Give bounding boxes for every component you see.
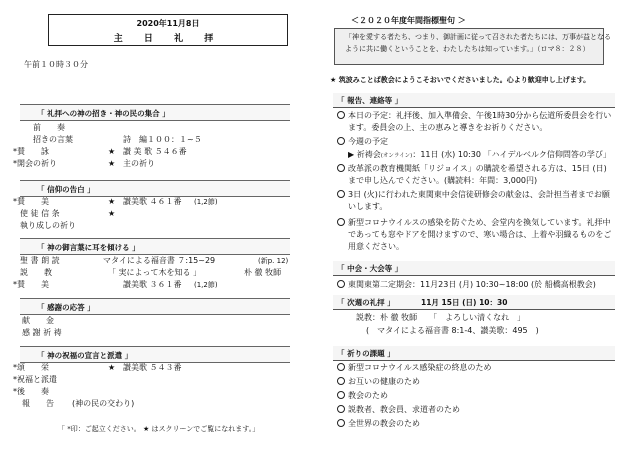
circle-bullet-icon <box>337 137 345 145</box>
item-text: 東関東第二定期会：11月23日 (月) 10:30~18:00 (於 船橋高根教会) <box>348 280 596 289</box>
list-item <box>337 405 460 415</box>
circle-bullet-icon <box>337 405 345 413</box>
order-content: 讃美歌 ３６１番 <box>123 280 182 289</box>
item-text: 3日 (火)に行われた東関東中会信徒研修会の献金は、会計担当者までお願 <box>348 190 610 199</box>
section-blessing <box>20 346 290 363</box>
circle-bullet-icon <box>337 391 345 399</box>
item-text: 教会のため <box>348 391 388 400</box>
order-item: 前 奏 <box>33 123 65 132</box>
section-gathering <box>20 104 290 121</box>
list-item <box>337 190 610 200</box>
star-mark: ★ <box>108 363 116 372</box>
order-item: *開会の祈り <box>13 159 57 168</box>
item-text: 説教者、教会員、求道者のため <box>348 405 460 414</box>
circle-bullet-icon <box>337 190 345 198</box>
item-text: 新型コロナウイルスの感染を防ぐため、会堂内を換気しています。礼拝中 <box>348 218 611 227</box>
order-note: (1,2節) <box>194 198 218 206</box>
list-item <box>337 111 611 121</box>
item-text: お互いの健康のため <box>348 377 420 386</box>
circle-bullet-icon <box>337 164 345 172</box>
section-next-service <box>333 295 615 310</box>
item-text: ▶ 祈祷会 <box>348 150 381 159</box>
section-confession <box>20 180 290 197</box>
list-item <box>337 164 607 174</box>
list-item <box>337 391 388 401</box>
item-text: であっても窓やドアを開けますので、寒い場合は、上着や羽織るものをご <box>348 230 612 239</box>
list-item <box>337 280 596 290</box>
item-text: ：11日 (水) 10:30 「ハイデルベルク信仰問答の学び」 <box>412 150 611 159</box>
order-item: 招きの言葉 <box>33 135 73 144</box>
section-word <box>20 238 290 255</box>
section-prayer <box>333 346 615 361</box>
star-mark: ★ <box>108 159 116 168</box>
welcome-message: ★ 筑波みことば教会にようこそおいでくださいました。心より歓迎申し上げます。 <box>330 76 591 84</box>
order-content: 讃美歌 ５４３番 <box>123 363 182 372</box>
order-item: 感 謝 祈 祷 <box>22 328 62 337</box>
order-item: *賛 詠 <box>13 147 49 156</box>
circle-bullet-icon <box>337 363 345 371</box>
verse-box <box>334 28 611 65</box>
item-text: 本日の予定：礼拝後、加入準備会、午後1時30分から伝道所委員会を行い <box>348 111 612 120</box>
order-content: 讃 美 歌 ５４６番 <box>123 147 187 156</box>
item-text: まで申し込んでください。(購読料：年間：3,000円) <box>348 176 538 185</box>
sermon-title: 「 実によって木を知る 」 <box>108 268 202 277</box>
section-title: 「 報告、連絡等 」 <box>337 96 403 105</box>
section-response <box>20 298 290 315</box>
verse-title: ＜２０２０年度年間指標聖句 ＞ <box>351 16 466 25</box>
circle-bullet-icon <box>337 111 345 119</box>
star-mark: ★ <box>108 147 116 156</box>
circle-bullet-icon <box>337 377 345 385</box>
footnote: 「 *印：ご起立ください。 ★ はスクリーンでご覧になれます。」 <box>58 425 260 433</box>
list-item <box>337 377 420 387</box>
date-title-box <box>48 14 288 46</box>
section-meetings <box>333 261 615 276</box>
section-title: 「 神の祝福の宣言と派遣 」 <box>37 351 133 360</box>
section-title: 「 信仰の告白 」 <box>37 185 95 194</box>
item-text: ます。委員会の上、主の恵みと導きをお祈りください。 <box>348 123 548 132</box>
order-item: *賛 美 <box>13 280 49 289</box>
verse-line: 「神を愛する者たち、つまり、御計画に従って召された者たちには、万事が益となる <box>345 33 611 41</box>
section-title: 「 感謝の応答 」 <box>37 303 95 312</box>
order-item: 使 徒 信 条 <box>20 209 60 218</box>
verse-line: ように共に働くということを、わたしたちは知っています。」（ロマ８：２８） <box>345 45 590 53</box>
next-service-date: 11月 15日 (日) 10：30 <box>421 298 508 307</box>
order-content: (神の民の交わり) <box>72 399 135 408</box>
order-content: マタイによる福音書 ７:15~29 <box>103 256 216 265</box>
order-item: *賛 美 <box>13 197 49 206</box>
service-date: 2020年11月8日 <box>136 19 200 28</box>
order-item: 聖 書 朗 読 <box>20 256 60 265</box>
order-content: 詩 編１００：１~５ <box>123 135 202 144</box>
preacher-name: 朴 徹 牧師 <box>244 268 282 277</box>
service-time: 午前１０時３０分 <box>24 60 88 69</box>
section-title: 「 礼拝への神の招き・神の民の集合 」 <box>37 109 170 118</box>
prayer-meeting-line <box>348 150 611 161</box>
order-item: 説 教 <box>20 268 52 277</box>
item-text: 全世界の教会のため <box>348 419 420 428</box>
star-mark: ★ <box>108 209 116 218</box>
next-scripture: ( マタイによる福音書 8:1-4、讃美歌：495 ) <box>366 326 539 335</box>
order-item: 執り成しの祈り <box>20 221 76 230</box>
section-title: 「 中会・大会等 」 <box>337 264 403 273</box>
circle-bullet-icon <box>337 218 345 226</box>
order-note: (1,2節) <box>194 281 218 289</box>
item-text: 新型コロナウイルス感染症の終息のため <box>348 363 492 372</box>
star-mark: ★ <box>108 197 116 206</box>
list-item <box>337 419 420 429</box>
list-item <box>337 137 388 147</box>
order-content: 讃美歌 ４６１番 <box>123 197 182 206</box>
section-title: 「 祈りの課題 」 <box>337 349 395 358</box>
item-text: いします。 <box>348 202 388 211</box>
online-note: (オンライン) <box>380 153 413 159</box>
list-item <box>337 218 611 228</box>
circle-bullet-icon <box>337 419 345 427</box>
section-title: 「 次週の礼拝 」 <box>337 298 395 307</box>
order-item: *頌 栄 <box>13 363 49 372</box>
service-title: 主 日 礼 拝 <box>113 34 223 44</box>
section-title: 「 神の御言葉に耳を傾ける 」 <box>37 243 140 252</box>
next-sermon: 説教：朴 徹 牧師 「 よろしい清くなれ 」 <box>356 313 526 322</box>
order-item: 報 告 <box>22 399 54 408</box>
item-text: 今週の予定 <box>348 137 388 146</box>
order-note: (新p. 12) <box>258 257 289 265</box>
order-item: *後 奏 <box>13 387 49 396</box>
item-text: 改革派の教育機関紙「リジョイス」の購読を希望される方は、15日 (日) <box>348 164 607 173</box>
order-content: 主の祈り <box>123 159 155 168</box>
circle-bullet-icon <box>337 280 345 288</box>
order-item: 献 金 <box>22 316 54 325</box>
list-item <box>337 363 492 373</box>
item-text: 用意ください。 <box>348 242 404 251</box>
order-item: *祝福と派遣 <box>13 375 57 384</box>
section-reports <box>333 93 615 108</box>
